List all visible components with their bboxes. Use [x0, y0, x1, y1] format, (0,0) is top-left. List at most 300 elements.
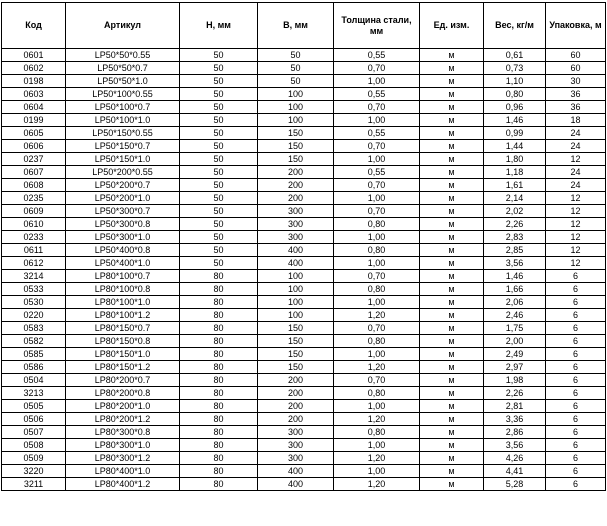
cell-packaging: 6 — [546, 478, 606, 491]
cell-code: 0611 — [2, 244, 66, 257]
cell-code: 0609 — [2, 205, 66, 218]
table-row — [2, 452, 606, 465]
header-steel-thickness: Толщина стали, мм — [334, 3, 420, 49]
cell-thickness: 1,20 — [334, 361, 420, 374]
cell-width: 150 — [258, 335, 334, 348]
cell-unit: м — [420, 231, 484, 244]
cell-article: LP50*200*0.7 — [66, 179, 180, 192]
header-packaging: Упаковка, м — [546, 3, 606, 49]
cell-weight: 1,44 — [484, 140, 546, 153]
cell-thickness: 1,00 — [334, 75, 420, 88]
cell-packaging: 6 — [546, 413, 606, 426]
cell-packaging: 30 — [546, 75, 606, 88]
cell-weight: 0,73 — [484, 62, 546, 75]
cell-unit: м — [420, 192, 484, 205]
cell-article: LP50*150*1.0 — [66, 153, 180, 166]
cell-thickness: 0,70 — [334, 374, 420, 387]
cell-weight: 3,36 — [484, 413, 546, 426]
table-row — [2, 283, 606, 296]
cell-height: 80 — [180, 322, 258, 335]
cell-height: 80 — [180, 335, 258, 348]
cell-code: 0606 — [2, 140, 66, 153]
cell-unit: м — [420, 296, 484, 309]
cell-code: 3214 — [2, 270, 66, 283]
table-row — [2, 153, 606, 166]
cell-code: 0233 — [2, 231, 66, 244]
cell-height: 50 — [180, 62, 258, 75]
table-row — [2, 322, 606, 335]
cell-thickness: 1,00 — [334, 348, 420, 361]
table-row — [2, 361, 606, 374]
cell-unit: м — [420, 179, 484, 192]
cell-width: 50 — [258, 49, 334, 62]
cell-weight: 4,26 — [484, 452, 546, 465]
cell-weight: 1,98 — [484, 374, 546, 387]
cell-unit: м — [420, 114, 484, 127]
cell-unit: м — [420, 439, 484, 452]
table-row — [2, 218, 606, 231]
cell-height: 50 — [180, 179, 258, 192]
cell-height: 50 — [180, 101, 258, 114]
cell-width: 300 — [258, 452, 334, 465]
cell-thickness: 0,80 — [334, 335, 420, 348]
cell-article: LP80*200*1.0 — [66, 400, 180, 413]
cell-height: 50 — [180, 75, 258, 88]
cell-height: 80 — [180, 374, 258, 387]
cell-thickness: 0,70 — [334, 140, 420, 153]
cell-packaging: 12 — [546, 257, 606, 270]
cell-article: LP50*200*0.55 — [66, 166, 180, 179]
cell-unit: м — [420, 335, 484, 348]
header-unit: Ед. изм. — [420, 3, 484, 49]
cell-thickness: 1,20 — [334, 478, 420, 491]
cell-code: 0507 — [2, 426, 66, 439]
cell-width: 150 — [258, 322, 334, 335]
cell-height: 80 — [180, 309, 258, 322]
cell-weight: 3,56 — [484, 257, 546, 270]
cell-unit: м — [420, 387, 484, 400]
cell-weight: 1,46 — [484, 270, 546, 283]
cell-unit: м — [420, 413, 484, 426]
cell-code: 0509 — [2, 452, 66, 465]
cell-width: 200 — [258, 166, 334, 179]
cell-thickness: 1,00 — [334, 439, 420, 452]
cell-width: 400 — [258, 465, 334, 478]
cell-packaging: 6 — [546, 322, 606, 335]
cell-thickness: 0,80 — [334, 426, 420, 439]
table-row — [2, 179, 606, 192]
cell-article: LP80*150*1.0 — [66, 348, 180, 361]
cell-weight: 4,41 — [484, 465, 546, 478]
cell-width: 400 — [258, 244, 334, 257]
table-row — [2, 296, 606, 309]
cell-packaging: 36 — [546, 101, 606, 114]
cell-thickness: 0,55 — [334, 49, 420, 62]
table-row — [2, 101, 606, 114]
cell-article: LP80*100*0.7 — [66, 270, 180, 283]
cell-weight: 2,97 — [484, 361, 546, 374]
table-row — [2, 114, 606, 127]
cell-width: 200 — [258, 413, 334, 426]
cell-unit: м — [420, 205, 484, 218]
cell-unit: м — [420, 400, 484, 413]
cell-width: 100 — [258, 88, 334, 101]
cell-weight: 2,26 — [484, 387, 546, 400]
cell-code: 0505 — [2, 400, 66, 413]
cell-weight: 2,00 — [484, 335, 546, 348]
cell-article: LP80*200*0.7 — [66, 374, 180, 387]
cell-code: 3211 — [2, 478, 66, 491]
cell-thickness: 1,00 — [334, 231, 420, 244]
cell-height: 50 — [180, 140, 258, 153]
cell-height: 50 — [180, 127, 258, 140]
cell-height: 80 — [180, 413, 258, 426]
cell-width: 200 — [258, 400, 334, 413]
cell-thickness: 0,80 — [334, 244, 420, 257]
cell-article: LP80*200*1.2 — [66, 413, 180, 426]
cell-thickness: 0,55 — [334, 88, 420, 101]
table-row — [2, 478, 606, 491]
cell-code: 0235 — [2, 192, 66, 205]
cell-thickness: 0,70 — [334, 322, 420, 335]
cell-width: 100 — [258, 296, 334, 309]
cell-thickness: 0,70 — [334, 270, 420, 283]
cell-unit: м — [420, 140, 484, 153]
cell-code: 0586 — [2, 361, 66, 374]
cell-weight: 0,80 — [484, 88, 546, 101]
table-row — [2, 465, 606, 478]
cell-article: LP50*400*0.8 — [66, 244, 180, 257]
cell-unit: м — [420, 75, 484, 88]
cell-unit: м — [420, 452, 484, 465]
cell-article: LP50*300*0.7 — [66, 205, 180, 218]
cell-packaging: 6 — [546, 270, 606, 283]
table-row — [2, 413, 606, 426]
cell-width: 100 — [258, 309, 334, 322]
cell-code: 0608 — [2, 179, 66, 192]
cell-width: 200 — [258, 387, 334, 400]
cell-code: 0533 — [2, 283, 66, 296]
cell-packaging: 24 — [546, 127, 606, 140]
cell-article: LP80*200*0.8 — [66, 387, 180, 400]
cell-width: 200 — [258, 374, 334, 387]
cell-code: 0583 — [2, 322, 66, 335]
cell-thickness: 0,80 — [334, 387, 420, 400]
cell-thickness: 0,55 — [334, 166, 420, 179]
cell-article: LP80*300*0.8 — [66, 426, 180, 439]
cell-width: 300 — [258, 439, 334, 452]
cell-width: 200 — [258, 192, 334, 205]
cell-code: 0506 — [2, 413, 66, 426]
cell-height: 50 — [180, 257, 258, 270]
cell-packaging: 6 — [546, 387, 606, 400]
cell-thickness: 1,00 — [334, 153, 420, 166]
cell-article: LP50*50*1.0 — [66, 75, 180, 88]
cell-height: 50 — [180, 231, 258, 244]
cell-weight: 0,96 — [484, 101, 546, 114]
cell-width: 150 — [258, 140, 334, 153]
cell-width: 400 — [258, 478, 334, 491]
cell-thickness: 0,70 — [334, 205, 420, 218]
table-row — [2, 335, 606, 348]
cell-article: LP80*400*1.0 — [66, 465, 180, 478]
cell-article: LP80*150*0.8 — [66, 335, 180, 348]
table-row — [2, 75, 606, 88]
cell-packaging: 24 — [546, 166, 606, 179]
cell-thickness: 0,55 — [334, 127, 420, 140]
cell-unit: м — [420, 465, 484, 478]
table-row — [2, 270, 606, 283]
cell-article: LP50*100*0.55 — [66, 88, 180, 101]
table-row — [2, 166, 606, 179]
cell-article: LP80*100*1.0 — [66, 296, 180, 309]
cell-packaging: 12 — [546, 153, 606, 166]
cell-code: 0508 — [2, 439, 66, 452]
table-row — [2, 309, 606, 322]
cell-packaging: 6 — [546, 348, 606, 361]
cell-weight: 2,14 — [484, 192, 546, 205]
cell-thickness: 1,20 — [334, 452, 420, 465]
cell-thickness: 1,00 — [334, 192, 420, 205]
cell-height: 50 — [180, 218, 258, 231]
cell-unit: м — [420, 218, 484, 231]
cell-unit: м — [420, 361, 484, 374]
cell-article: LP50*100*1.0 — [66, 114, 180, 127]
cell-width: 100 — [258, 114, 334, 127]
cell-weight: 2,85 — [484, 244, 546, 257]
cell-weight: 2,46 — [484, 309, 546, 322]
cell-width: 100 — [258, 101, 334, 114]
cell-width: 100 — [258, 283, 334, 296]
header-article: Артикул — [66, 3, 180, 49]
cell-packaging: 6 — [546, 400, 606, 413]
cell-article: LP80*150*1.2 — [66, 361, 180, 374]
cell-article: LP50*50*0.55 — [66, 49, 180, 62]
cell-weight: 0,99 — [484, 127, 546, 140]
cell-width: 300 — [258, 426, 334, 439]
table-row — [2, 439, 606, 452]
cell-thickness: 1,00 — [334, 465, 420, 478]
cell-packaging: 18 — [546, 114, 606, 127]
table-row — [2, 387, 606, 400]
cell-height: 50 — [180, 88, 258, 101]
cell-article: LP50*100*0.7 — [66, 101, 180, 114]
cell-height: 50 — [180, 166, 258, 179]
cell-packaging: 6 — [546, 335, 606, 348]
cell-article: LP80*100*0.8 — [66, 283, 180, 296]
cell-width: 150 — [258, 348, 334, 361]
cell-code: 0610 — [2, 218, 66, 231]
product-spec-table — [1, 2, 606, 491]
cell-packaging: 6 — [546, 426, 606, 439]
cell-weight: 2,49 — [484, 348, 546, 361]
table-row — [2, 231, 606, 244]
cell-code: 0530 — [2, 296, 66, 309]
cell-width: 200 — [258, 179, 334, 192]
cell-weight: 3,56 — [484, 439, 546, 452]
cell-height: 80 — [180, 465, 258, 478]
cell-width: 50 — [258, 75, 334, 88]
cell-height: 80 — [180, 439, 258, 452]
cell-height: 80 — [180, 387, 258, 400]
cell-article: LP50*150*0.55 — [66, 127, 180, 140]
cell-thickness: 1,20 — [334, 309, 420, 322]
cell-height: 50 — [180, 205, 258, 218]
cell-packaging: 24 — [546, 140, 606, 153]
cell-weight: 2,06 — [484, 296, 546, 309]
cell-height: 50 — [180, 153, 258, 166]
cell-weight: 1,46 — [484, 114, 546, 127]
cell-weight: 0,61 — [484, 49, 546, 62]
table-row — [2, 205, 606, 218]
table-row — [2, 348, 606, 361]
cell-packaging: 24 — [546, 179, 606, 192]
cell-thickness: 1,00 — [334, 257, 420, 270]
cell-unit: м — [420, 49, 484, 62]
cell-packaging: 12 — [546, 231, 606, 244]
table-row — [2, 257, 606, 270]
table-row — [2, 400, 606, 413]
cell-unit: м — [420, 101, 484, 114]
cell-packaging: 12 — [546, 244, 606, 257]
cell-article: LP50*300*0.8 — [66, 218, 180, 231]
cell-code: 3220 — [2, 465, 66, 478]
cell-weight: 5,28 — [484, 478, 546, 491]
cell-unit: м — [420, 322, 484, 335]
cell-code: 0607 — [2, 166, 66, 179]
table-row — [2, 374, 606, 387]
header-width: В, мм — [258, 3, 334, 49]
cell-height: 80 — [180, 296, 258, 309]
cell-width: 300 — [258, 205, 334, 218]
table-row — [2, 140, 606, 153]
header-code: Код — [2, 3, 66, 49]
cell-width: 300 — [258, 218, 334, 231]
cell-code: 0605 — [2, 127, 66, 140]
cell-weight: 1,75 — [484, 322, 546, 335]
cell-packaging: 6 — [546, 296, 606, 309]
cell-unit: м — [420, 257, 484, 270]
cell-code: 0504 — [2, 374, 66, 387]
cell-code: 0601 — [2, 49, 66, 62]
cell-width: 150 — [258, 153, 334, 166]
cell-unit: м — [420, 244, 484, 257]
cell-weight: 1,10 — [484, 75, 546, 88]
cell-thickness: 0,70 — [334, 62, 420, 75]
cell-unit: м — [420, 153, 484, 166]
table-row — [2, 192, 606, 205]
cell-weight: 2,83 — [484, 231, 546, 244]
cell-unit: м — [420, 478, 484, 491]
cell-width: 50 — [258, 62, 334, 75]
cell-weight: 2,81 — [484, 400, 546, 413]
cell-unit: м — [420, 127, 484, 140]
cell-packaging: 60 — [546, 62, 606, 75]
table-body — [2, 49, 606, 491]
cell-height: 80 — [180, 452, 258, 465]
table-row — [2, 127, 606, 140]
cell-code: 0198 — [2, 75, 66, 88]
cell-code: 0237 — [2, 153, 66, 166]
cell-packaging: 6 — [546, 309, 606, 322]
cell-width: 400 — [258, 257, 334, 270]
cell-article: LP50*400*1.0 — [66, 257, 180, 270]
table-row — [2, 88, 606, 101]
cell-height: 80 — [180, 478, 258, 491]
cell-thickness: 0,80 — [334, 218, 420, 231]
cell-height: 80 — [180, 400, 258, 413]
cell-thickness: 0,70 — [334, 179, 420, 192]
cell-article: LP80*100*1.2 — [66, 309, 180, 322]
cell-code: 3213 — [2, 387, 66, 400]
cell-thickness: 0,70 — [334, 101, 420, 114]
cell-height: 50 — [180, 114, 258, 127]
cell-unit: м — [420, 283, 484, 296]
cell-code: 0604 — [2, 101, 66, 114]
cell-packaging: 6 — [546, 361, 606, 374]
cell-article: LP50*300*1.0 — [66, 231, 180, 244]
cell-packaging: 6 — [546, 283, 606, 296]
cell-code: 0602 — [2, 62, 66, 75]
cell-packaging: 6 — [546, 465, 606, 478]
cell-width: 150 — [258, 127, 334, 140]
cell-weight: 1,66 — [484, 283, 546, 296]
cell-article: LP50*50*0.7 — [66, 62, 180, 75]
cell-packaging: 12 — [546, 192, 606, 205]
cell-height: 50 — [180, 49, 258, 62]
cell-thickness: 1,00 — [334, 114, 420, 127]
cell-packaging: 6 — [546, 374, 606, 387]
cell-packaging: 12 — [546, 218, 606, 231]
cell-article: LP80*300*1.2 — [66, 452, 180, 465]
cell-unit: м — [420, 426, 484, 439]
cell-packaging: 6 — [546, 452, 606, 465]
cell-unit: м — [420, 374, 484, 387]
cell-width: 100 — [258, 270, 334, 283]
cell-width: 300 — [258, 231, 334, 244]
table-header-row — [2, 3, 606, 49]
table-row — [2, 244, 606, 257]
cell-code: 0603 — [2, 88, 66, 101]
cell-height: 80 — [180, 426, 258, 439]
cell-thickness: 0,80 — [334, 283, 420, 296]
cell-unit: м — [420, 62, 484, 75]
cell-code: 0220 — [2, 309, 66, 322]
cell-unit: м — [420, 270, 484, 283]
cell-code: 0582 — [2, 335, 66, 348]
cell-unit: м — [420, 166, 484, 179]
cell-height: 80 — [180, 283, 258, 296]
cell-thickness: 1,20 — [334, 413, 420, 426]
cell-height: 80 — [180, 270, 258, 283]
cell-article: LP80*400*1.2 — [66, 478, 180, 491]
cell-weight: 1,80 — [484, 153, 546, 166]
table-row — [2, 62, 606, 75]
header-height: Н, мм — [180, 3, 258, 49]
cell-unit: м — [420, 348, 484, 361]
cell-unit: м — [420, 88, 484, 101]
cell-weight: 1,18 — [484, 166, 546, 179]
cell-unit: м — [420, 309, 484, 322]
cell-packaging: 6 — [546, 439, 606, 452]
cell-weight: 2,26 — [484, 218, 546, 231]
table-row — [2, 426, 606, 439]
cell-height: 80 — [180, 361, 258, 374]
cell-article: LP80*150*0.7 — [66, 322, 180, 335]
cell-packaging: 60 — [546, 49, 606, 62]
cell-weight: 2,02 — [484, 205, 546, 218]
cell-width: 150 — [258, 361, 334, 374]
